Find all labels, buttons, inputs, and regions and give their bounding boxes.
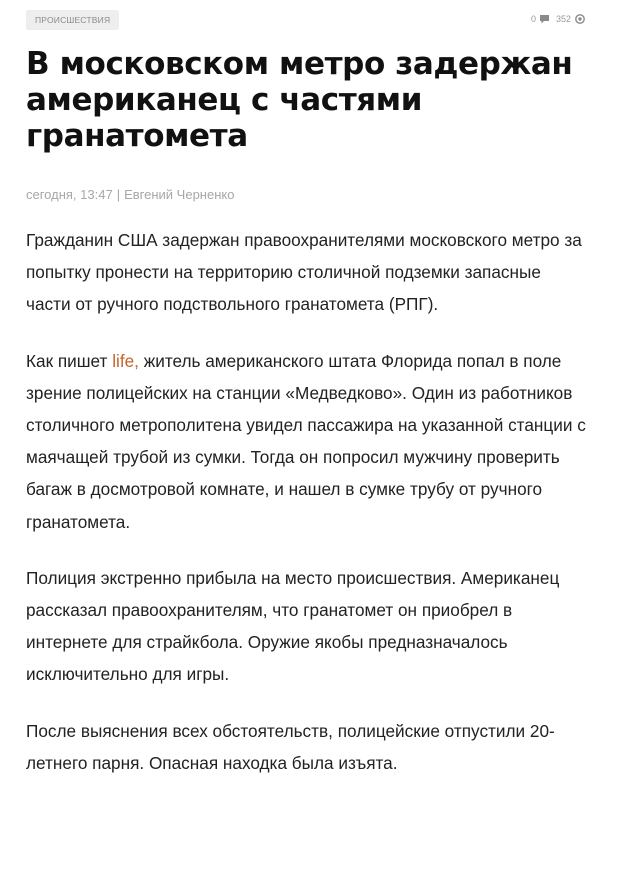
views-count: 352 [555, 14, 571, 24]
paragraph-1: Гражданин США задержан правоохранителями московского метро за попытку пронести на территорию столичной подземки запасные части от ручного подствольного гранатомета (РПГ). [26, 230, 582, 315]
meta-separator: | [116, 187, 121, 202]
comments-count: 0 [530, 14, 536, 24]
article-body [26, 224, 586, 779]
paragraph-2-text: житель американского штата Флорида попал в поле зрение полицейских на станции «Медведково». Один из работников столичного метрополитена увидел пассажира на указанной станции с маячащей трубой из сумки. Тогда он попросил мужчину проверить багаж в досмотровой комнате, и нашел в сумке трубу от ручного гранатомета. [26, 350, 586, 532]
article-meta [26, 187, 590, 202]
paragraph-4: После выяснения всех обстоятельств, полицейские отпустили 20-летнего парня. Опасная находка была изъята. [26, 720, 555, 773]
article-stats [531, 14, 586, 24]
eye-icon [574, 14, 586, 24]
paragraph-2 [26, 345, 586, 538]
article-title: В московском метро задержан американец с частями гранатомета [26, 46, 573, 154]
paragraph-2-intro: Как пишет [26, 350, 113, 371]
source-link[interactable]: life, [112, 350, 139, 371]
category-badge[interactable]: ПРОИСШЕСТВИЯ [26, 10, 119, 30]
paragraph-3: Полиция экстренно прибыла на место происшествия. Американец рассказал правоохранителям, что гранатомет он приобрел в интернете для страйкбола. Оружие якобы предназначалось исключительно для игры. [26, 567, 560, 685]
author-name[interactable]: Евгений Черненко [124, 187, 235, 202]
publish-date: сегодня, 13:47 [26, 187, 113, 202]
views-stat [556, 14, 586, 24]
article-topbar [26, 0, 590, 40]
comments-stat[interactable] [531, 14, 550, 24]
speech-bubble-icon [539, 14, 550, 24]
